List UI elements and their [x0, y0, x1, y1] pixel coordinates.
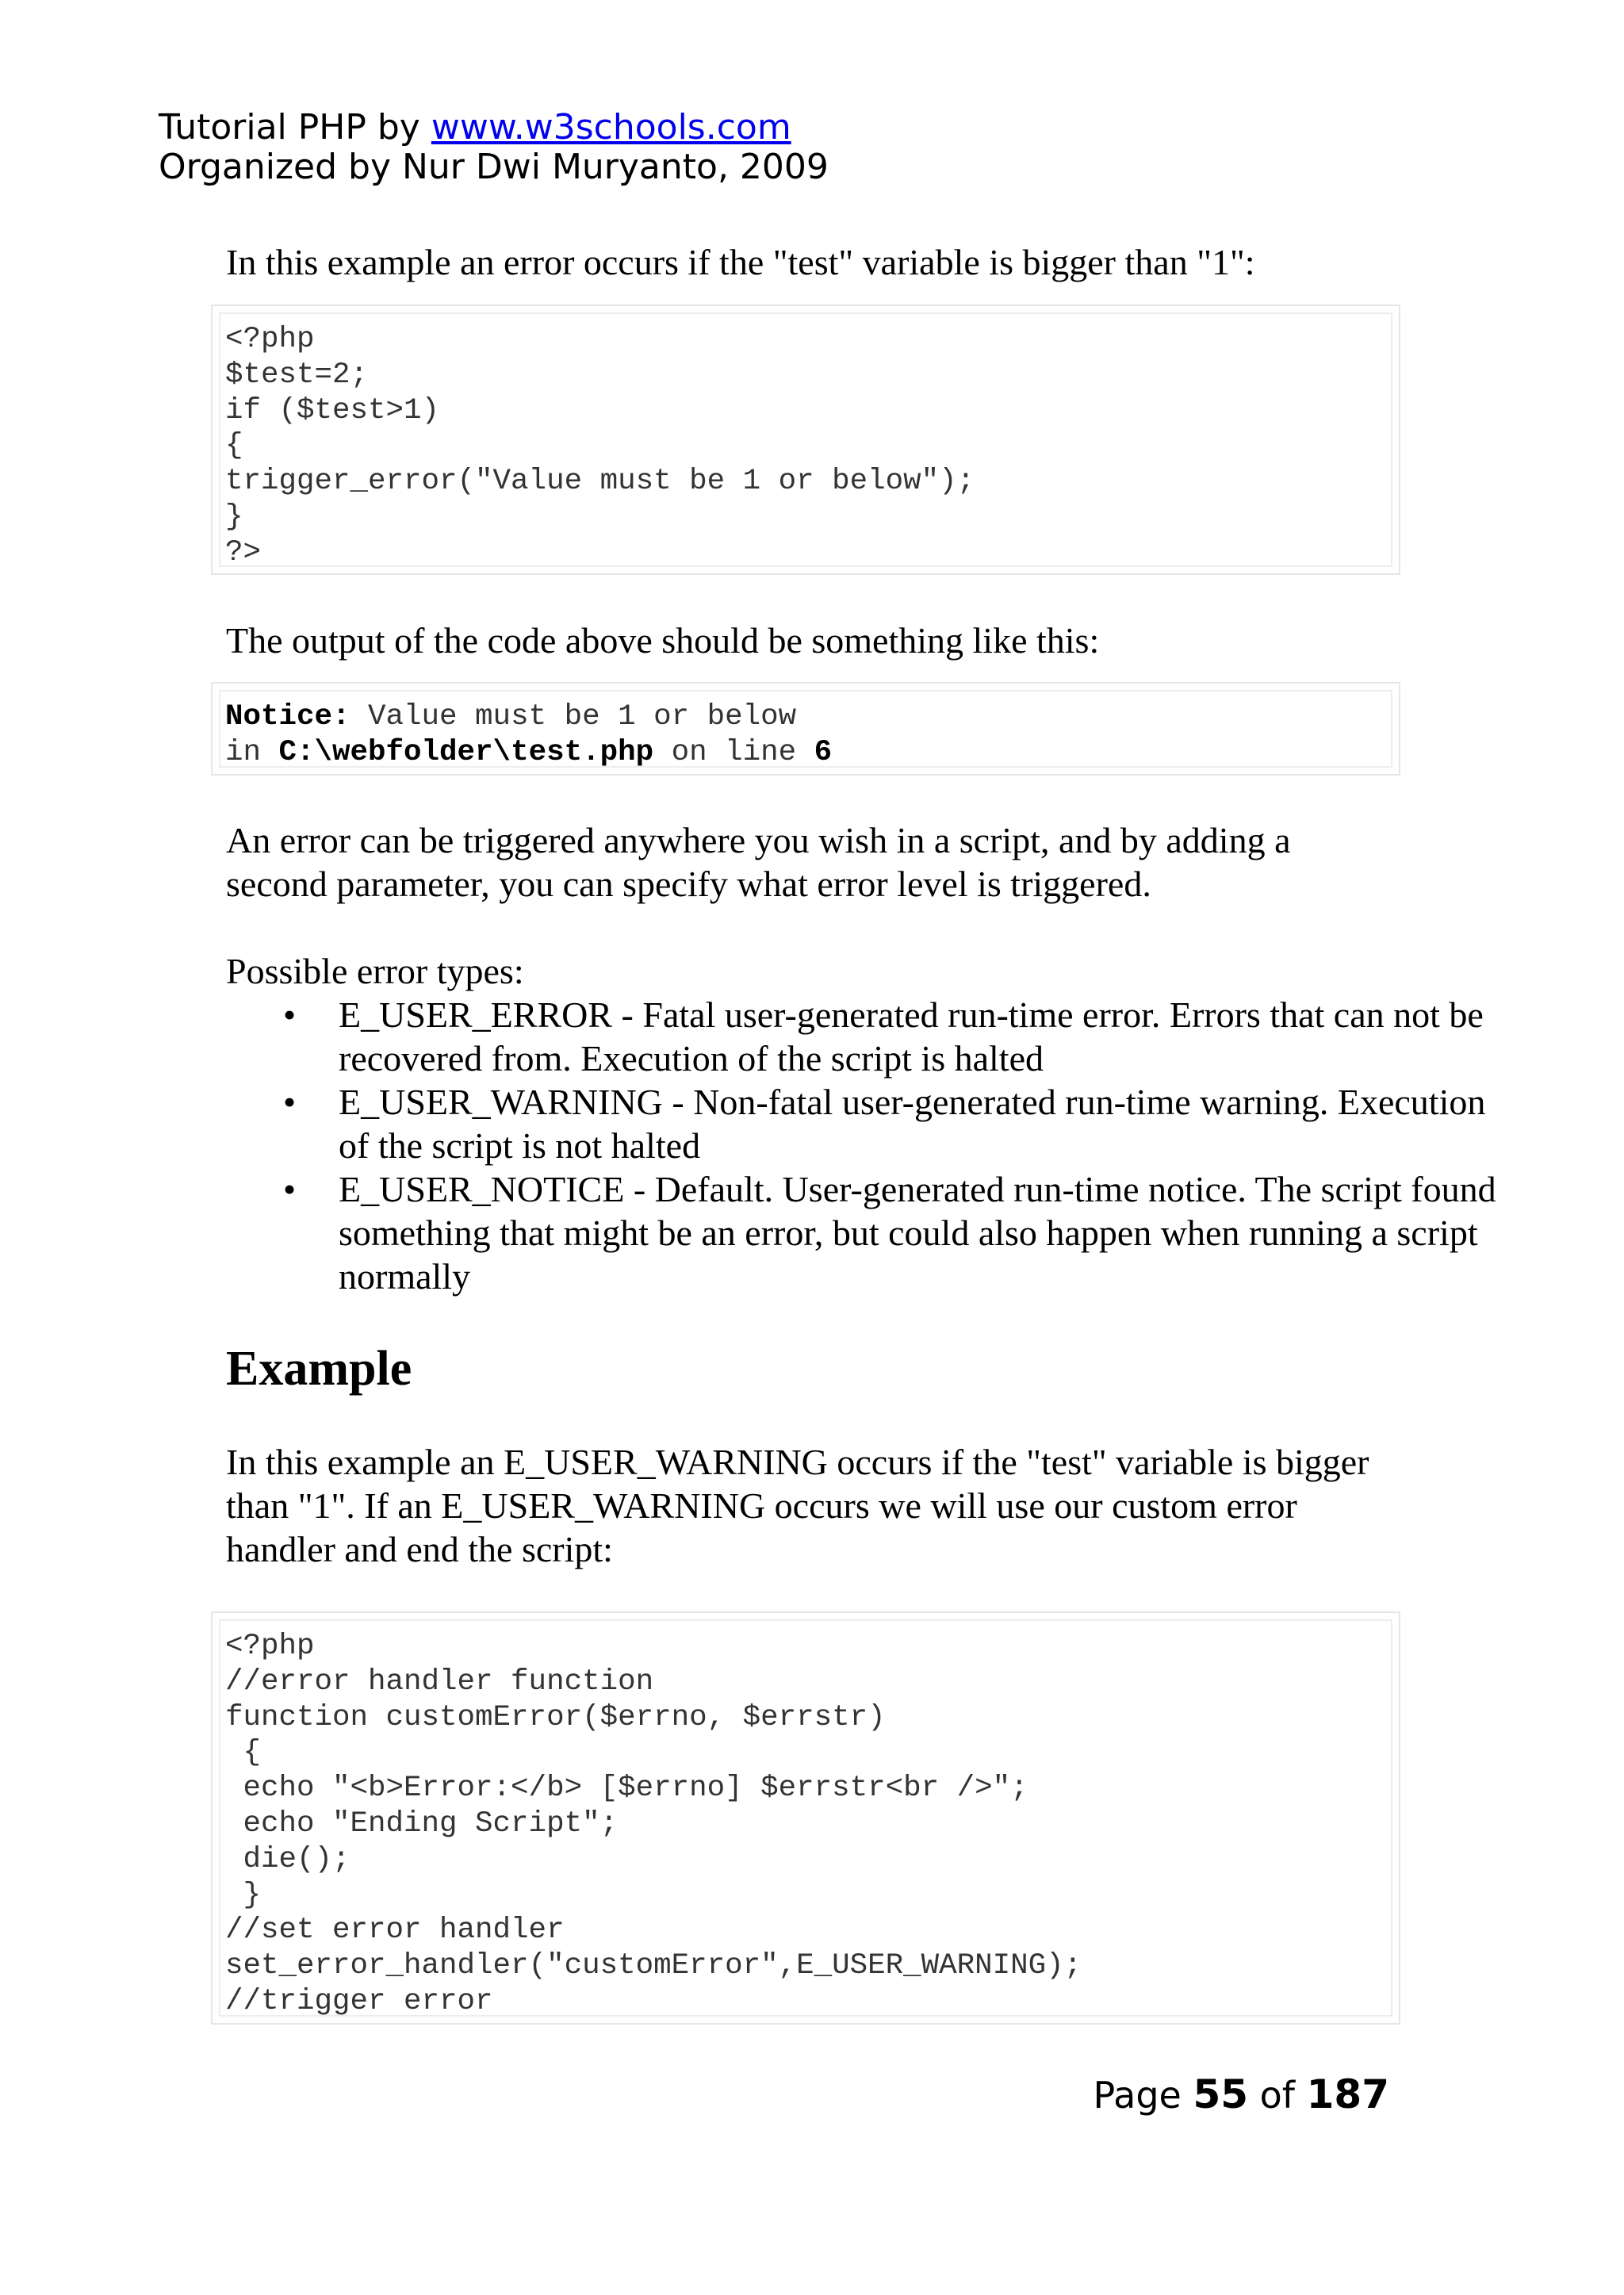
- bullet-icon: •: [283, 1082, 297, 1122]
- bullet-icon: •: [283, 994, 297, 1035]
- code-block-trigger-error: [211, 305, 1400, 575]
- output-listing: [225, 692, 1386, 771]
- section-heading-example: Example: [226, 1342, 412, 1396]
- trigger-paragraph: An error can be triggered anywhere you wish in a script, and by adding a second parameter, you can specify what error level is triggered.: [226, 820, 1291, 904]
- page-number: 55: [1193, 2071, 1249, 2117]
- header-tutorial-text: Tutorial PHP by: [159, 107, 431, 148]
- file-path: C:\webfolder\test.php: [278, 735, 654, 769]
- code-block-custom-error: [211, 1611, 1400, 2025]
- code-listing-2: <?php //error handler function function customError($errno, $errstr) { echo "<b>Error:</b> [$errno] $errstr<br />"; echo "Ending Script"; die(); } //set error handler set_error_handler("customError",E_USER_WARNING); //trigger error: [225, 1630, 1082, 2018]
- notice-message: Value must be 1 or below: [350, 700, 797, 734]
- in-word: in: [225, 735, 279, 769]
- bullet-icon: •: [283, 1169, 297, 1209]
- notice-label: Notice:: [225, 700, 350, 734]
- of-word: of: [1248, 2074, 1307, 2117]
- line-number: 6: [814, 735, 833, 769]
- page-footer: [1093, 2071, 1389, 2119]
- list-item-text: E_USER_NOTICE - Default. User-generated run-time notice. The script found something that might be an error, but could also happen when running a script normally: [339, 1169, 1496, 1297]
- list-item-text: E_USER_ERROR - Fatal user-generated run-time error. Errors that can not be recovered from. Execution of the script is halted: [339, 994, 1484, 1079]
- header-line-1: [159, 108, 829, 148]
- error-types-heading: Possible error types:: [226, 951, 524, 991]
- intro-paragraph: In this example an error occurs if the "test" variable is bigger than "1":: [226, 242, 1255, 282]
- error-types-list: [226, 993, 1496, 1298]
- list-item-e-user-error: [283, 993, 1496, 1080]
- list-item-e-user-warning: [283, 1080, 1496, 1167]
- document-header: [159, 108, 829, 187]
- example-paragraph: In this example an E_USER_WARNING occurs if the "test" variable is bigger than "1". If an E_USER_WARNING occurs we will use our custom error handler and end the script:: [226, 1442, 1369, 1569]
- total-pages: 187: [1306, 2071, 1389, 2117]
- page-word: Page: [1093, 2074, 1193, 2117]
- output-intro-paragraph: The output of the code above should be something like this:: [226, 620, 1100, 661]
- on-line-text: on line: [653, 735, 814, 769]
- output-block: [211, 682, 1400, 776]
- list-item-text: E_USER_WARNING - Non-fatal user-generated run-time warning. Execution of the script is not halted: [339, 1082, 1486, 1166]
- list-item-e-user-notice: [283, 1167, 1496, 1298]
- code-listing-1: <?php $test=2; if ($test>1) { trigger_error("Value must be 1 or below"); } ?>: [225, 323, 975, 569]
- w3schools-link[interactable]: www.w3schools.com: [431, 107, 791, 148]
- header-organizer-text: Organized by Nur Dwi Muryanto, 2009: [159, 147, 829, 187]
